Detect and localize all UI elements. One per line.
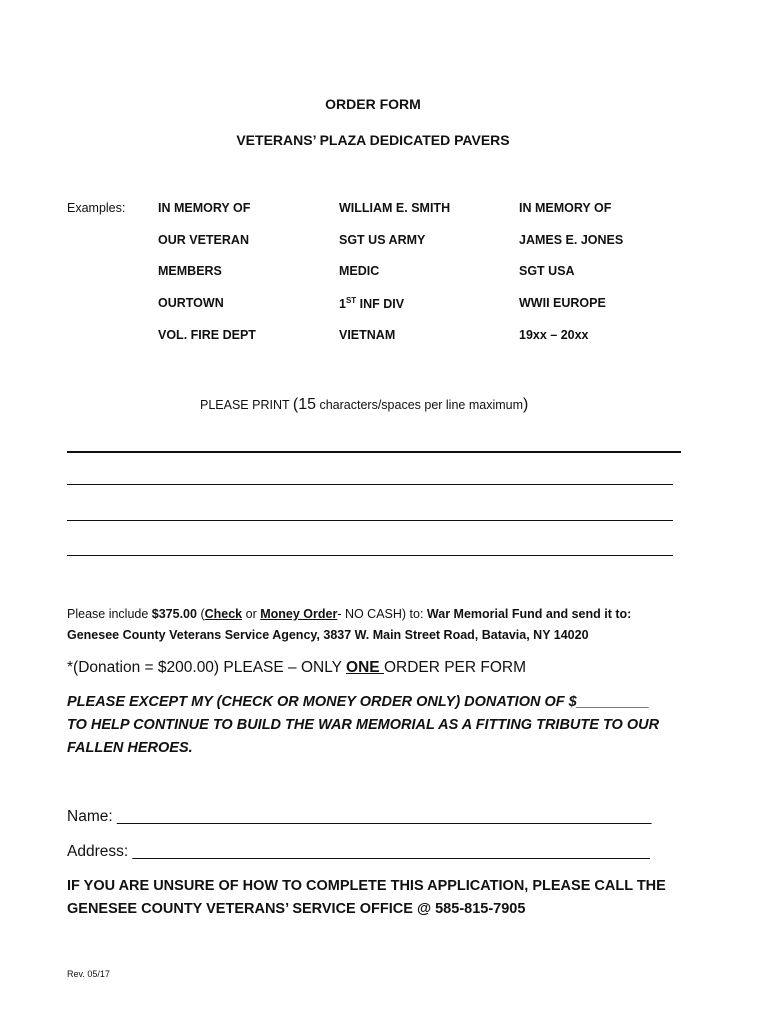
paver-line-3[interactable] xyxy=(67,520,673,521)
example-line: MEDIC xyxy=(339,264,380,278)
payment-line-1 xyxy=(67,607,631,621)
ordinal-suffix: ST xyxy=(345,296,357,305)
paver-line-4[interactable] xyxy=(67,555,673,556)
page-title: ORDER FORM xyxy=(325,96,421,112)
example-line: VIETNAM xyxy=(339,328,396,342)
print-rest: characters/spaces per line maximum xyxy=(315,398,524,412)
example-line: OUR VETERAN xyxy=(158,233,249,247)
example-line: WILLIAM E. SMITH xyxy=(339,201,451,215)
address-field[interactable]: Address: ____________________________________________________________ xyxy=(67,843,650,860)
name-field[interactable]: Name: ______________________________________________________________ xyxy=(67,808,652,825)
example-line: VOL. FIRE DEPT xyxy=(158,328,256,342)
contact-line-1: IF YOU ARE UNSURE OF HOW TO COMPLETE THIS APPLICATION, PLEASE CALL THE xyxy=(67,878,666,894)
example-line-ordinal xyxy=(339,296,404,311)
appeal-line-2: TO HELP CONTINUE TO BUILD THE WAR MEMORIAL AS A FITTING TRIBUTE TO OUR xyxy=(67,717,660,733)
appeal-line-1: PLEASE EXCEPT MY (CHECK OR MONEY ORDER ONLY) DONATION OF $_________ xyxy=(67,694,650,710)
print-instruction xyxy=(200,396,528,414)
payment-address: Genesee County Veterans Service Agency, 3837 W. Main Street Road, Batavia, NY 14020 xyxy=(67,628,589,642)
donation-one: ONE xyxy=(346,659,384,676)
donation-note xyxy=(67,659,526,677)
example-line: IN MEMORY OF xyxy=(519,201,612,215)
ordinal-number: 1 xyxy=(339,297,346,312)
example-line: MEMBERS xyxy=(158,264,222,278)
payment-amount: $375.00 xyxy=(151,607,197,621)
examples-label: Examples: xyxy=(67,201,126,215)
paren-close: ) xyxy=(523,396,529,413)
payment-text: Please include xyxy=(67,607,152,621)
payee-label: War Memorial Fund and send it to: xyxy=(426,607,632,621)
example-line: JAMES E. JONES xyxy=(519,233,624,247)
payment-text: ( xyxy=(196,607,205,621)
paren-open: ( xyxy=(292,396,299,413)
paver-line-2[interactable] xyxy=(67,484,673,485)
contact-line-2: GENESEE COUNTY VETERANS’ SERVICE OFFICE @ 585-815-7905 xyxy=(67,901,526,917)
example-line: 19xx – 20xx xyxy=(519,328,589,342)
donation-text: *(Donation = $200.00) PLEASE – ONLY xyxy=(67,659,347,676)
revision-label: Rev. 05/17 xyxy=(67,969,110,979)
payment-text: or xyxy=(242,607,261,621)
print-prefix: PLEASE PRINT xyxy=(200,398,293,412)
page-subtitle: VETERANS’ PLAZA DEDICATED PAVERS xyxy=(236,132,510,148)
money-order-label: Money Order xyxy=(260,607,338,621)
payment-text: - NO CASH) to: xyxy=(337,607,427,621)
donation-text: ORDER PER FORM xyxy=(383,659,527,676)
char-limit: 15 xyxy=(298,396,316,413)
example-line: OURTOWN xyxy=(158,296,224,310)
appeal-line-3: FALLEN HEROES. xyxy=(67,740,193,756)
example-line: SGT USA xyxy=(519,264,575,278)
example-line: WWII EUROPE xyxy=(519,296,606,310)
paver-line-1[interactable] xyxy=(67,451,681,453)
example-line: SGT US ARMY xyxy=(339,233,426,247)
check-label: Check xyxy=(204,607,243,621)
ordinal-rest: INF DIV xyxy=(356,297,405,312)
example-line: IN MEMORY OF xyxy=(158,201,251,215)
